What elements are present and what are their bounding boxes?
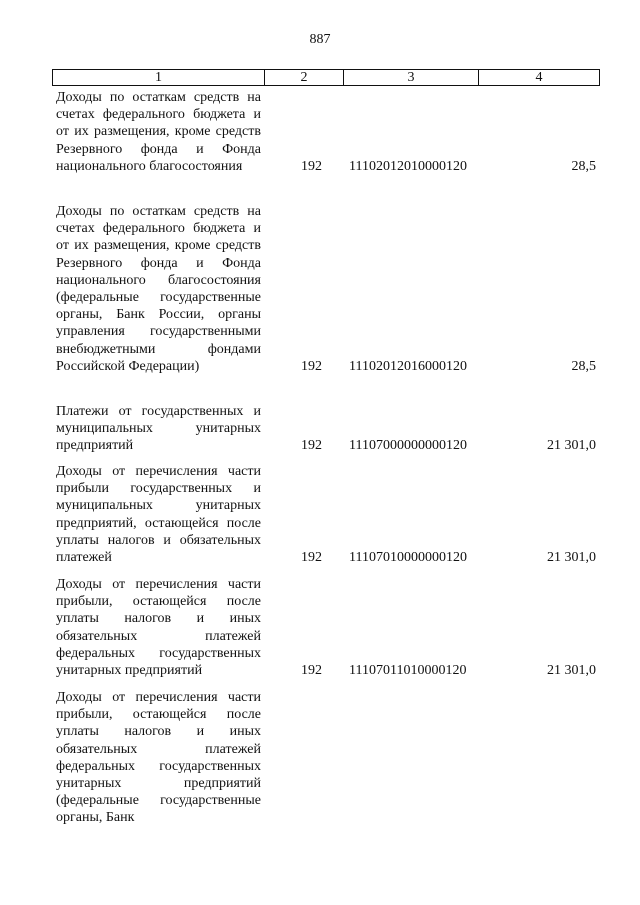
table-row	[56, 89, 596, 175]
row-amount: 28,5	[571, 358, 596, 374]
row-kbk: 11107000000000120	[349, 438, 467, 454]
table-header	[52, 69, 600, 86]
row-amount: 21 301,0	[547, 550, 596, 566]
row-description: Доходы по остаткам средств на счетах федерального бюджета и от их размещения, кроме средств Резервного фонда и Фонда национального благосостояния	[56, 90, 261, 174]
row-kbk: 11102012010000120	[349, 158, 467, 174]
header-col-4: 4	[535, 70, 543, 85]
row-code: 192	[301, 158, 322, 174]
row-description: Доходы от перечисления части прибыли, остающейся после уплаты налогов и иных обязательных платежей федеральных государственных унитарных предприятий	[56, 577, 261, 679]
row-code: 192	[301, 663, 322, 679]
table-row	[56, 403, 596, 455]
row-amount: 28,5	[571, 158, 596, 174]
row-code: 192	[301, 550, 322, 566]
row-kbk: 11107011010000120	[349, 663, 467, 679]
page-number: 887	[309, 32, 331, 47]
row-code: 192	[301, 438, 322, 454]
header-col-1: 1	[53, 70, 265, 85]
row-description: Платежи от государственных и муниципальных унитарных предприятий	[56, 404, 261, 454]
row-description: Доходы от перечисления части прибыли, остающейся после уплаты налогов и иных обязательных платежей федеральных государственных унитарных предприятий (федеральные государственные органы, Банк	[56, 690, 261, 826]
header-col-3: 3	[344, 70, 479, 85]
table-row	[56, 203, 596, 375]
row-description: Доходы по остаткам средств на счетах федерального бюджета и от их размещения, кроме средств Резервного фонда и Фонда национального благосостояния (федеральные государственные органы, Банк России, органы управления государственными внебюджетными фондами Российской Федерации)	[56, 204, 261, 374]
row-amount: 21 301,0	[547, 663, 596, 679]
row-amount: 21 301,0	[547, 438, 596, 454]
row-kbk: 11107010000000120	[349, 550, 467, 566]
header-col-2: 2	[265, 70, 344, 85]
row-kbk: 11102012016000120	[349, 358, 467, 374]
table-row	[56, 689, 596, 827]
table-row	[56, 576, 596, 679]
row-code: 192	[301, 358, 322, 374]
table-row	[56, 463, 596, 566]
row-description: Доходы от перечисления части прибыли государственных и муниципальных унитарных предприятий, остающейся после уплаты налогов и обязательных платежей	[56, 464, 261, 566]
